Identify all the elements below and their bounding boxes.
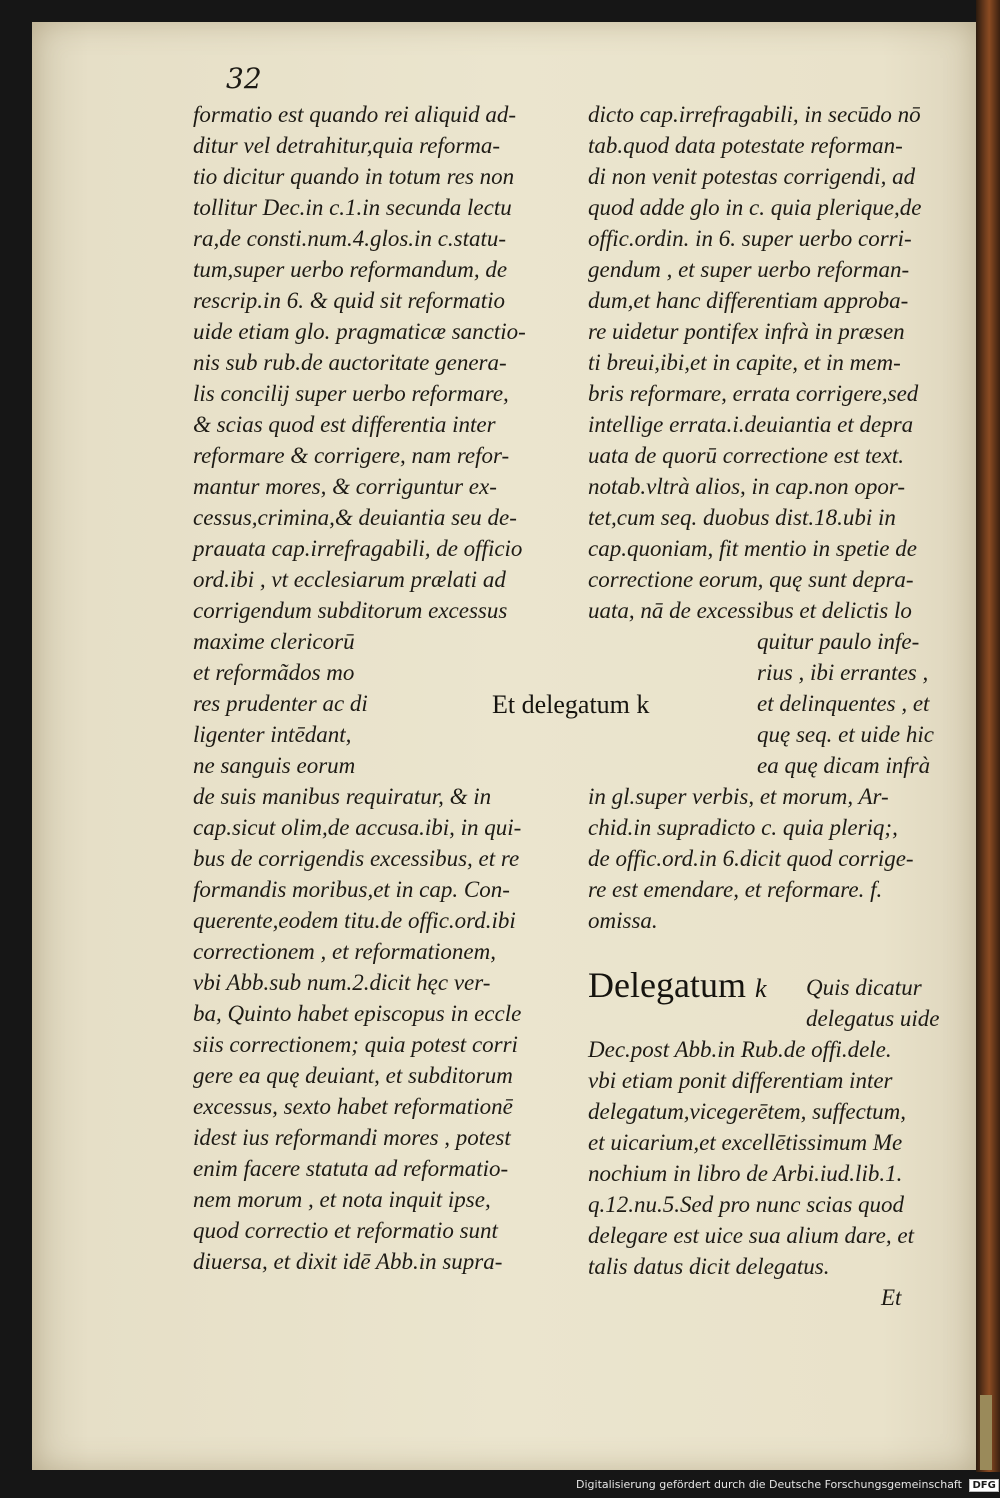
left-text-line: formandis moribus,et in cap. Con- — [193, 877, 510, 902]
right-text-line: cap.quoniam, fit mentio in spetie de — [588, 536, 917, 561]
spine-label — [980, 1395, 992, 1470]
right-text-line: vbi etiam ponit differentiam inter — [588, 1068, 893, 1093]
right-text-line: re uidetur pontifex infrà in præsen — [588, 319, 905, 344]
right-text-line: dum,et hanc differentiam approba- — [588, 288, 909, 313]
left-text-line: tio dicitur quando in totum res non — [193, 164, 515, 189]
left-text-line: corrigendum subditorum excessus — [193, 598, 508, 623]
section-heading-small-mark: k — [636, 690, 650, 719]
left-text-line: quod correctio et reformatio sunt — [193, 1218, 498, 1243]
right-text-line: quod adde glo in c. quia plerique,de — [588, 195, 922, 220]
right-text-line: intellige errata.i.deuiantia et depra — [588, 412, 914, 437]
right-text-line: delegatus uide — [806, 1006, 940, 1031]
left-text-line: et reformãdos mo — [193, 660, 355, 685]
left-text-line: de suis manibus requiratur, & in — [193, 784, 492, 809]
left-text-line: nem morum , et nota inquit ipse, — [193, 1187, 491, 1212]
right-text-line: Dec.post Abb.in Rub.de offi.dele. — [588, 1037, 892, 1062]
digitization-credit — [576, 1478, 996, 1496]
left-text-line: rescrip.in 6. & quid sit reformatio — [193, 288, 505, 313]
left-text-line: tum,super uerbo reformandum, de — [193, 257, 508, 282]
left-text-line: ne sanguis eorum — [193, 753, 356, 778]
left-text-line: nis sub rub.de auctoritate genera- — [193, 350, 507, 375]
left-text-line: cap.sicut olim,de accusa.ibi, in qui- — [193, 815, 522, 840]
right-text-line: gendum , et super uerbo reforman- — [588, 257, 910, 282]
left-text-line: ditur vel detrahitur,quia reforma- — [193, 133, 501, 158]
left-text-line: formatio est quando rei aliquid ad- — [193, 102, 517, 127]
left-text-line: querente,eodem titu.de offic.ord.ibi — [193, 908, 516, 933]
right-text-line: chid.in supradicto c. quia pleriq;, — [588, 815, 898, 840]
left-text-line: mantur mores, & corriguntur ex- — [193, 474, 497, 499]
left-text-line: prauata cap.irrefragabili, de officio — [193, 536, 523, 561]
left-text-line: cessus,crimina,& deuiantia seu de- — [193, 505, 517, 530]
right-text-line: tet,cum seq. duobus dist.18.ubi in — [588, 505, 896, 530]
credit-text: Digitalisierung gefördert durch die Deutsche Forschungsgemeinschaft — [576, 1478, 962, 1491]
right-text-line: nochium in libro de Arbi.iud.lib.1. — [588, 1161, 903, 1186]
left-text-line: enim facere statuta ad reformatio- — [193, 1156, 509, 1181]
left-text-line: bus de corrigendis excessibus, et re — [193, 846, 520, 871]
right-text-line: di non venit potestas corrigendi, ad — [588, 164, 916, 189]
right-text-line: talis datus dicit delegatus. — [588, 1254, 830, 1279]
left-text-line: siis correctionem; quia potest corri — [193, 1032, 518, 1057]
right-text-line: Quis dicatur — [806, 975, 922, 1000]
left-text-line: lis concilij super uerbo reformare, — [193, 381, 509, 406]
right-text-line: bris reformare, errata corrigere,sed — [588, 381, 919, 406]
left-text-line: ra,de consti.num.4.glos.in c.statu- — [193, 226, 507, 251]
right-text-line: rius , ibi errantes , — [757, 660, 929, 685]
left-text-line: vbi Abb.sub num.2.dicit hęc ver- — [193, 970, 491, 995]
right-text-line: re est emendare, et reformare. f. — [588, 877, 883, 902]
section-heading-small-text: Et delegatum — [492, 690, 630, 719]
right-text-line: et uicarium,et excellētissimum Me — [588, 1130, 903, 1155]
right-text-line: Et — [881, 1285, 902, 1310]
left-text-line: ligenter intēdant, — [193, 722, 352, 747]
right-text-line: q.12.nu.5.Sed pro nunc scias quod — [588, 1192, 905, 1217]
left-text-line: ord.ibi , vt ecclesiarum prælati ad — [193, 567, 506, 592]
book-spine — [976, 0, 1000, 1472]
left-text-line: excessus, sexto habet reformationē — [193, 1094, 513, 1119]
right-text-line: de offic.ord.in 6.dicit quod corrige- — [588, 846, 914, 871]
left-text-line: ba, Quinto habet episcopus in eccle — [193, 1001, 522, 1026]
section-heading-small — [492, 690, 649, 720]
left-text-line: idest ius reformandi mores , potest — [193, 1125, 511, 1150]
right-text-line: delegare est uice sua alium dare, et — [588, 1223, 914, 1248]
dfg-logo: DFG — [969, 1479, 998, 1492]
left-text-line: reformare & corrigere, nam refor- — [193, 443, 510, 468]
right-text-line: quę seq. et uide hic — [757, 722, 934, 747]
right-text-line: uata, nā de excessibus et delictis lo — [588, 598, 912, 623]
left-text-line: tollitur Dec.in c.1.in secunda lectu — [193, 195, 512, 220]
right-text-line: ea quę dicam infrà — [757, 753, 931, 778]
right-text-line: correctione eorum, quę sunt depra- — [588, 567, 914, 592]
section-heading-large-text: Delegatum — [588, 965, 746, 1005]
left-text-line: uide etiam glo. pragmaticæ sanctio- — [193, 319, 526, 344]
right-text-line: tab.quod data potestate reforman- — [588, 133, 903, 158]
left-text-line: correctionem , et reformationem, — [193, 939, 496, 964]
right-text-line: ti breui,ibi,et in capite, et in mem- — [588, 350, 901, 375]
right-text-line: uata de quorū correctione est text. — [588, 443, 904, 468]
right-text-line: offic.ordin. in 6. super uerbo corri- — [588, 226, 912, 251]
right-text-line: omissa. — [588, 908, 658, 933]
left-text-line: diuersa, et dixit idē Abb.in supra- — [193, 1249, 503, 1274]
section-heading-large — [588, 964, 767, 1006]
right-text-line: quitur paulo infe- — [757, 629, 920, 654]
section-heading-large-mark: k — [754, 974, 767, 1003]
left-text-line: res prudenter ac di — [193, 691, 368, 716]
right-text-line: dicto cap.irrefragabili, in secūdo nō — [588, 102, 921, 127]
right-text-line: et delinquentes , et — [757, 691, 930, 716]
right-text-line: in gl.super verbis, et morum, Ar- — [588, 784, 889, 809]
left-text-line: maxime clericorū — [193, 629, 355, 654]
page-number: 32 — [226, 62, 262, 95]
right-text-line: notab.vltrà alios, in cap.non opor- — [588, 474, 906, 499]
left-text-line: gere ea quę deuiant, et subditorum — [193, 1063, 513, 1088]
right-text-line: delegatum,vicegerētem, suffectum, — [588, 1099, 907, 1124]
left-text-line: & scias quod est differentia inter — [193, 412, 496, 437]
